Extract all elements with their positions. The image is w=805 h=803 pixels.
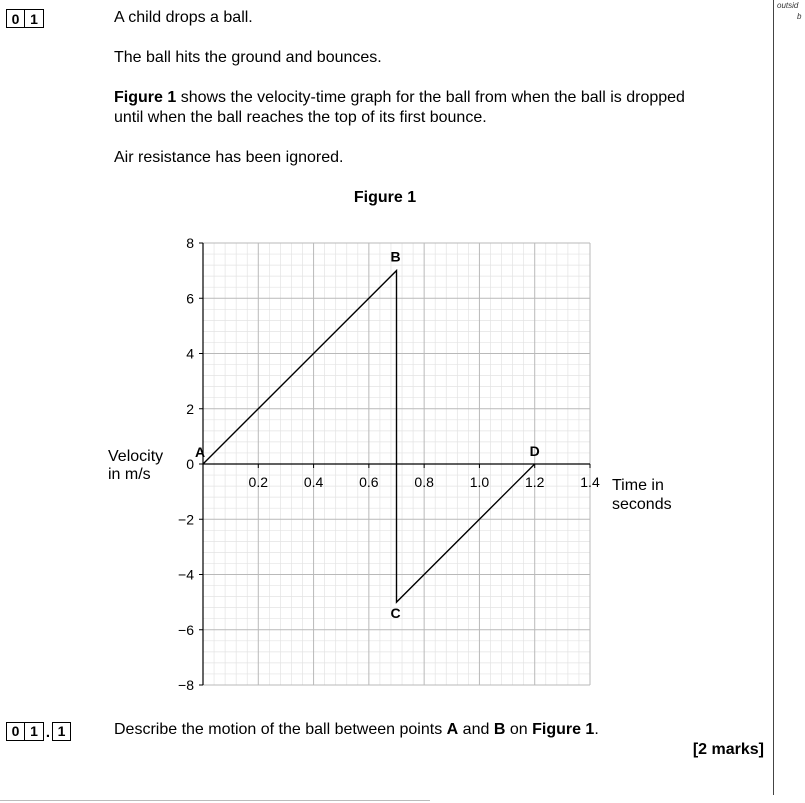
subquestion-digit: 0 bbox=[6, 722, 25, 741]
y-tick-label: 6 bbox=[186, 290, 194, 307]
y-tick-label: −2 bbox=[178, 511, 194, 528]
y-tick-label: 0 bbox=[186, 456, 194, 472]
point-label-d: D bbox=[529, 443, 540, 459]
point-label-b: B bbox=[390, 248, 401, 265]
x-axis-title: Time in bbox=[612, 477, 664, 494]
y-axis-title: Velocity bbox=[108, 448, 164, 465]
x-tick-label: 1.0 bbox=[469, 474, 490, 490]
subquestion-digit: 1 bbox=[52, 722, 71, 741]
subquestion-and: and bbox=[462, 721, 490, 738]
outside-box-note-line1: outsid bbox=[777, 1, 799, 10]
y-tick-label: −8 bbox=[178, 677, 194, 693]
point-label-a: A bbox=[194, 444, 206, 460]
question-line-1: A child drops a ball. bbox=[114, 9, 253, 26]
x-tick-label: 1.2 bbox=[524, 474, 545, 490]
x-tick-label: 0.4 bbox=[303, 474, 324, 490]
figure-reference: Figure 1 bbox=[114, 89, 177, 106]
subquestion-number bbox=[6, 721, 71, 741]
subquestion-text-pre: Describe the motion of the ball between points bbox=[114, 721, 443, 738]
subquestion-on: on bbox=[509, 721, 528, 738]
question-number-digit: 0 bbox=[6, 9, 25, 28]
subquestion-separator: . bbox=[45, 724, 51, 741]
question-line-5: Air resistance has been ignored. bbox=[114, 149, 344, 166]
question-line-2: The ball hits the ground and bounces. bbox=[114, 49, 382, 66]
x-tick-label: 0.6 bbox=[359, 474, 379, 490]
y-tick-label: −4 bbox=[178, 566, 194, 583]
x-axis-title: seconds bbox=[612, 496, 672, 513]
y-tick-label: 2 bbox=[186, 400, 194, 417]
x-tick-label: 1.4 bbox=[580, 474, 600, 490]
point-b-ref: B bbox=[493, 721, 506, 738]
x-tick-label: 0.2 bbox=[248, 474, 269, 490]
y-tick-label: 8 bbox=[186, 235, 194, 251]
question-line-4: until when the ball reaches the top of its first bounce. bbox=[114, 109, 487, 126]
y-tick-label: 4 bbox=[186, 345, 194, 362]
figure-title: Figure 1 bbox=[353, 189, 417, 206]
point-a-ref: A bbox=[446, 721, 459, 738]
y-tick-label: −6 bbox=[178, 621, 194, 638]
subquestion-text bbox=[114, 720, 599, 740]
subquestion-figure-ref: Figure 1 bbox=[532, 721, 595, 738]
y-axis-title: in m/s bbox=[108, 466, 151, 483]
point-label-c: C bbox=[390, 605, 401, 622]
outside-box-note-line2: b bbox=[797, 12, 802, 21]
question-line-3-text: shows the velocity-time graph for the ball from when the ball is dropped bbox=[180, 89, 685, 106]
x-tick-label: 0.8 bbox=[414, 474, 434, 490]
subquestion-digit: 1 bbox=[25, 722, 44, 741]
subquestion-end: . bbox=[594, 721, 599, 738]
question-number-digit: 1 bbox=[25, 9, 44, 28]
marks-label: [2 marks] bbox=[692, 741, 764, 758]
page-bottom-line bbox=[0, 800, 430, 801]
